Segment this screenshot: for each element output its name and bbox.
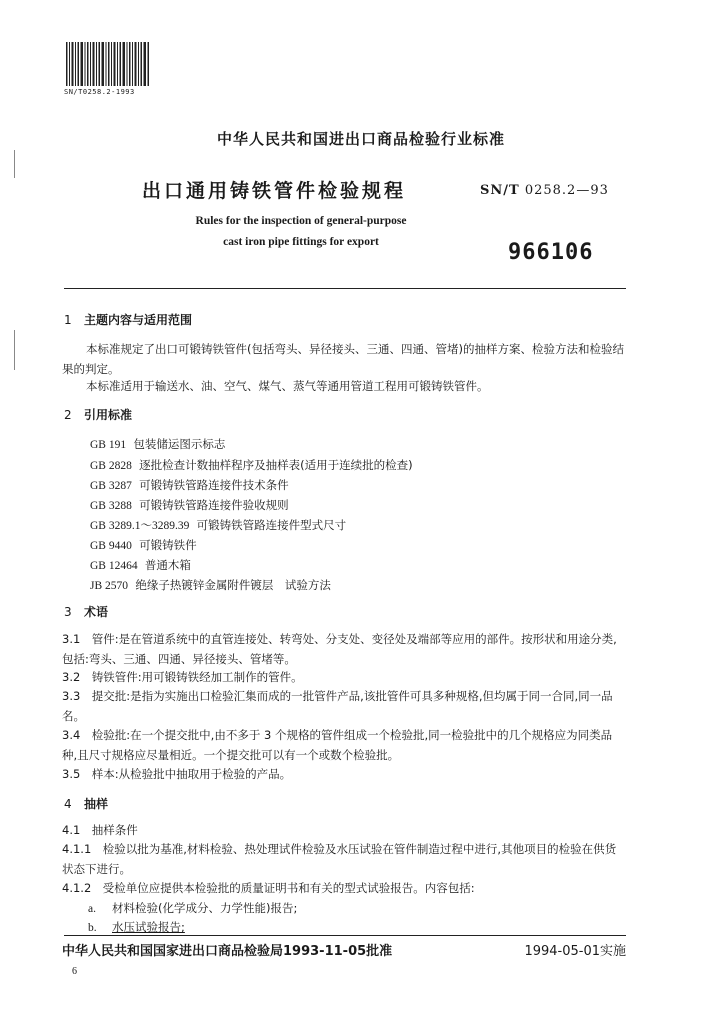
english-title-line2: cast iron pipe fittings for export	[223, 236, 379, 248]
reference-item	[90, 517, 346, 533]
section-number: 3	[64, 605, 72, 619]
reference-code: GB 3288	[90, 500, 132, 512]
reference-item	[90, 537, 197, 553]
document-title: 出口通用铸铁管件检验规程	[142, 180, 407, 202]
section-number: 1	[64, 313, 72, 327]
reference-item	[90, 557, 191, 573]
reference-title: 逐批检查计数抽样程序及抽样表(适用于连续批的检查)	[139, 458, 413, 472]
standard-number	[480, 183, 609, 198]
standard-code: 0258.2—93	[524, 183, 609, 198]
list-item-label: b.	[88, 922, 97, 934]
section-title: 引用标准	[84, 408, 133, 422]
clause-4-1-2: 4.1.2 受检单位应提供本检验批的质量证明书和有关的型式试验报告。内容包括:	[62, 881, 475, 895]
section-heading-3	[64, 603, 108, 620]
clause-4-1-1: 4.1.1 检验以批为基准,材料检验、热处理试件检验及水压试验在管件制造过程中进行,其他项目的检验在供货状态下进行。	[62, 842, 617, 876]
page-number: 6	[72, 966, 77, 977]
list-item	[88, 919, 185, 935]
reference-code: GB 3289.1～3289.39	[90, 520, 190, 532]
reference-title: 可锻铸铁管路连接件验收规则	[139, 498, 289, 512]
footer-divider	[64, 935, 626, 936]
section-heading-4	[64, 795, 108, 812]
term-cast-iron-fitting: 3.2 铸铁管件:用可锻铸铁经加工制作的管件。	[62, 670, 303, 684]
english-title-line1: Rules for the inspection of general-purpose	[195, 215, 407, 227]
list-item-text: 水压试验报告;	[112, 920, 185, 934]
term-pipe-fitting: 3.1 管件:是在管道系统中的直管连接处、转弯处、分支处、变径处及端部等应用的部件。按形状和用途分类,包括:弯头、三通、四通、异径接头、管堵等。	[62, 632, 617, 666]
reference-item	[90, 497, 289, 513]
section-number: 4	[64, 797, 72, 811]
list-item-text: 材料检验(化学成分、力学性能)报告;	[112, 901, 298, 915]
section-heading-2	[64, 406, 132, 423]
section-heading-1	[64, 311, 192, 328]
reference-code: GB 191	[90, 439, 127, 451]
barcode-label: SN/T0258.2-1993	[64, 88, 135, 96]
paragraph-scope: 本标准规定了出口可锻铸铁管件(包括弯头、异径接头、三通、四通、管堵)的抽样方案、检验方法和检验结果的判定。	[62, 342, 624, 376]
standard-prefix: SN/T	[480, 183, 520, 198]
term-submitted-lot: 3.3 提交批:是指为实施出口检验汇集而成的一批管件产品,该批管件可具多种规格,但均属于同一合同,同一品名。	[62, 689, 613, 723]
reference-title: 包装储运图示标志	[133, 437, 226, 451]
approval-line: 中华人民共和国国家进出口商品检验局1993-11-05批准	[62, 944, 393, 959]
clause-4-1: 4.1 抽样条件	[62, 823, 138, 837]
reference-item	[90, 577, 331, 593]
industry-standard-heading: 中华人民共和国进出口商品检验行业标准	[216, 130, 505, 148]
reference-title: 绝缘子热镀锌金属附件镀层 试验方法	[135, 578, 331, 592]
section-title: 主题内容与适用范围	[84, 313, 193, 327]
reference-item	[90, 436, 225, 452]
reference-code: GB 2828	[90, 460, 132, 472]
term-sample: 3.5 样本:从检验批中抽取用于检验的产品。	[62, 767, 292, 781]
section-number: 2	[64, 408, 72, 422]
scan-edge-mark	[14, 330, 15, 370]
reference-code: JB 2570	[90, 580, 129, 592]
section-title: 抽样	[84, 797, 109, 811]
reference-code: GB 3287	[90, 480, 132, 492]
reference-title: 可锻铸铁管路连接件型式尺寸	[196, 518, 347, 532]
scan-edge-mark	[14, 150, 15, 178]
paragraph-applicability: 本标准适用于输送水、油、空气、煤气、蒸气等通用管道工程用可锻铸铁管件。	[86, 379, 489, 393]
effective-date: 1994-05-01实施	[524, 944, 626, 959]
section-title: 术语	[84, 605, 109, 619]
list-item	[88, 900, 297, 916]
list-item-label: a.	[88, 903, 96, 915]
header-divider	[64, 288, 626, 289]
reference-code: GB 9440	[90, 540, 132, 552]
reference-title: 普通木箱	[144, 558, 191, 572]
reference-title: 可锻铸铁件	[139, 538, 197, 552]
reference-code: GB 12464	[90, 560, 138, 572]
reference-title: 可锻铸铁管路连接件技术条件	[139, 478, 289, 492]
reference-item	[90, 457, 413, 473]
serial-number: 966106	[508, 240, 594, 265]
barcode-image	[65, 40, 151, 88]
term-inspection-lot: 3.4 检验批:在一个提交批中,由不多于 3 个规格的管件组成一个检验批,同一检验批中的几个规格应为同类品种,且尺寸规格应尽量相近。一个提交批可以有一个或数个检验批。	[62, 728, 613, 762]
reference-item	[90, 477, 289, 493]
